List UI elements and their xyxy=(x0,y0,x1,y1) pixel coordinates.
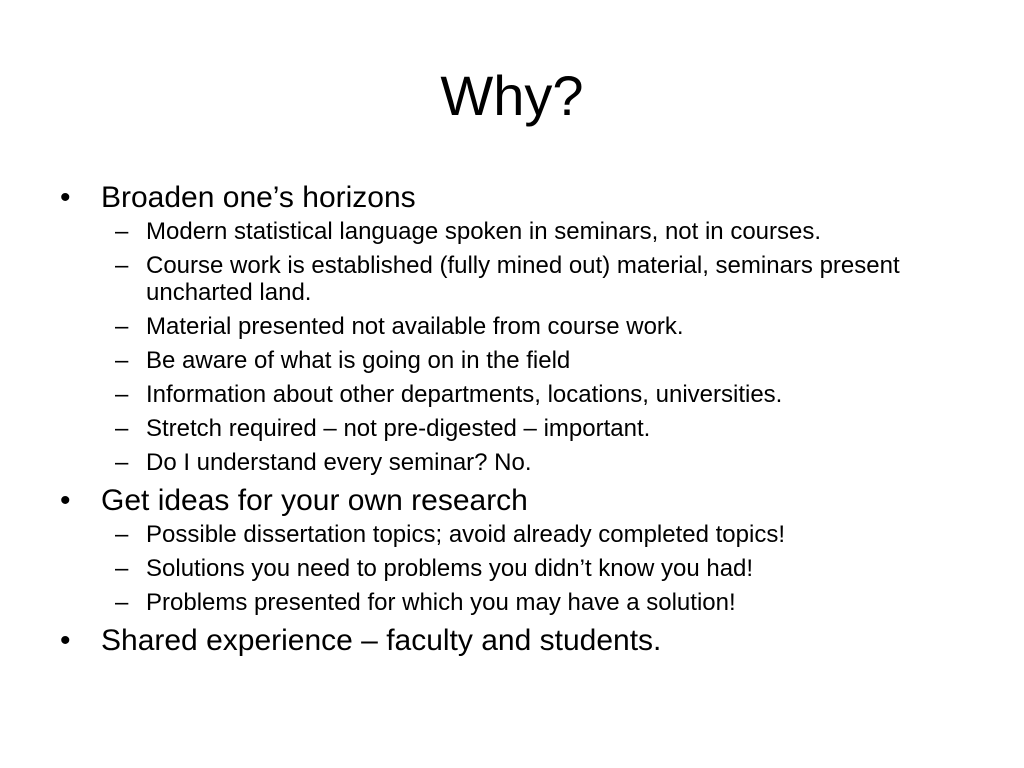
bullet-text: Broaden one’s horizons xyxy=(101,181,416,214)
sub-bullet-item xyxy=(101,347,960,374)
dash-marker-icon: – xyxy=(115,218,129,245)
dash-marker-icon: – xyxy=(115,347,129,374)
bullet-text: Get ideas for your own research xyxy=(101,484,528,517)
dash-marker-icon: – xyxy=(115,589,129,616)
bullet-item xyxy=(60,483,960,616)
dash-marker-icon: – xyxy=(115,415,129,442)
bullet-marker-icon: • xyxy=(60,181,71,214)
sub-bullet-text: Solutions you need to problems you didn’t know you had! xyxy=(146,555,754,582)
sub-bullet-text: Stretch required – not pre-digested – important. xyxy=(146,415,651,442)
dash-marker-icon: – xyxy=(115,252,129,279)
bullet-text: Shared experience – faculty and students. xyxy=(101,624,662,657)
sub-bullet-item xyxy=(101,555,960,582)
sub-bullet-text: Information about other departments, locations, universities. xyxy=(146,381,783,408)
dash-marker-icon: – xyxy=(115,449,129,476)
sub-bullet-item xyxy=(101,521,960,548)
sub-bullet-text: Be aware of what is going on in the field xyxy=(146,347,571,374)
sub-bullet-item xyxy=(101,218,960,245)
dash-marker-icon: – xyxy=(115,555,129,582)
bullet-item xyxy=(60,180,960,476)
dash-marker-icon: – xyxy=(115,521,129,548)
sub-bullet-item xyxy=(101,313,960,340)
sub-bullet-item xyxy=(101,252,960,306)
slide-title: Why? xyxy=(440,64,584,127)
sub-bullet-list xyxy=(101,218,960,476)
sub-bullet-text: Do I understand every seminar? No. xyxy=(146,449,532,476)
dash-marker-icon: – xyxy=(115,381,129,408)
sub-bullet-item xyxy=(101,415,960,442)
sub-bullet-item xyxy=(101,449,960,476)
bullet-marker-icon: • xyxy=(60,624,71,657)
bullet-marker-icon: • xyxy=(60,484,71,517)
sub-bullet-text: Possible dissertation topics; avoid already completed topics! xyxy=(146,521,785,548)
sub-bullet-item xyxy=(101,381,960,408)
sub-bullet-text: Material presented not available from course work. xyxy=(146,313,684,340)
dash-marker-icon: – xyxy=(115,313,129,340)
sub-bullet-text: Problems presented for which you may have a solution! xyxy=(146,589,736,616)
bullet-list xyxy=(60,180,960,661)
sub-bullet-text: Modern statistical language spoken in seminars, not in courses. xyxy=(146,218,822,245)
bullet-item xyxy=(60,623,960,659)
sub-bullet-list xyxy=(101,521,960,616)
sub-bullet-text: Course work is established (fully mined out) material, seminars present uncharted land. xyxy=(146,252,900,306)
sub-bullet-item xyxy=(101,589,960,616)
